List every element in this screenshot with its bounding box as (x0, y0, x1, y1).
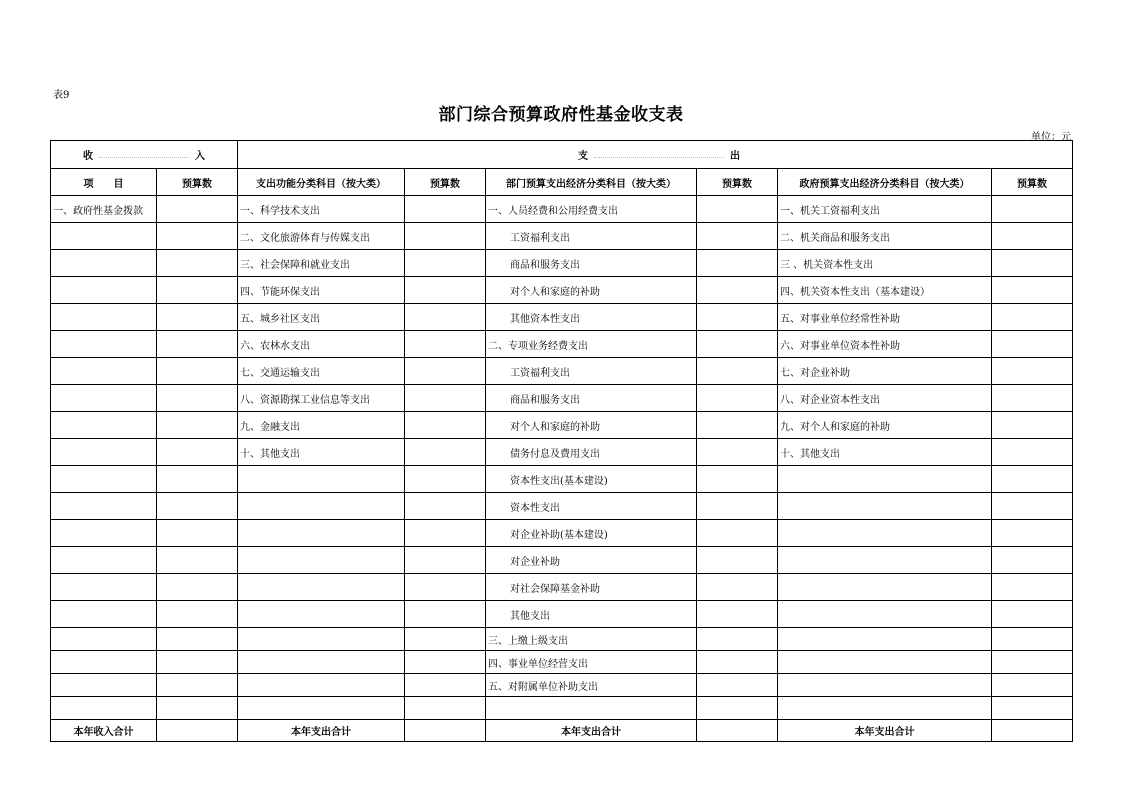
header-row-1 (51, 141, 1073, 169)
func-item: 十、其他支出 (238, 439, 405, 466)
budget-cell (405, 720, 486, 742)
gov-econ-item: 五、对事业单位经常性补助 (778, 304, 992, 331)
table-row (51, 250, 1073, 277)
gov-econ-item: 三 、机关资本性支出 (778, 250, 992, 277)
income-item (51, 628, 157, 651)
income-item (51, 412, 157, 439)
budget-cell (697, 466, 778, 493)
budget-cell (157, 412, 238, 439)
budget-cell (697, 628, 778, 651)
income-item (51, 385, 157, 412)
budget-cell (697, 277, 778, 304)
func-item (238, 574, 405, 601)
gov-econ-item: 二、机关商品和服务支出 (778, 223, 992, 250)
budget-cell (405, 385, 486, 412)
dept-econ-item: 对个人和家庭的补助 (486, 412, 697, 439)
budget-cell (992, 412, 1073, 439)
func-item: 二、文化旅游体育与传媒支出 (238, 223, 405, 250)
dept-econ-item: 资本性支出(基本建设) (486, 466, 697, 493)
income-item (51, 304, 157, 331)
budget-cell (992, 697, 1073, 720)
income-item (51, 493, 157, 520)
gov-econ-item: 四、机关资本性支出（基本建设） (778, 277, 992, 304)
budget-cell (992, 277, 1073, 304)
budget-cell (697, 358, 778, 385)
income-item (51, 651, 157, 674)
budget-cell (405, 574, 486, 601)
gov-econ-item: 六、对事业单位资本性补助 (778, 331, 992, 358)
func-item: 八、资源勘探工业信息等支出 (238, 385, 405, 412)
budget-cell (992, 331, 1073, 358)
budget-cell (697, 439, 778, 466)
budget-cell (157, 304, 238, 331)
budget-cell (405, 628, 486, 651)
budget-cell (157, 493, 238, 520)
table-row (51, 674, 1073, 697)
budget-cell (697, 520, 778, 547)
gov-econ-item: 八、对企业资本性支出 (778, 385, 992, 412)
gov-econ-item: 一、机关工资福利支出 (778, 196, 992, 223)
budget-cell (992, 574, 1073, 601)
budget-cell (992, 250, 1073, 277)
budget-cell (157, 439, 238, 466)
budget-cell (992, 466, 1073, 493)
budget-cell (992, 720, 1073, 742)
budget-cell (405, 651, 486, 674)
page-title: 部门综合预算政府性基金收支表 (438, 105, 684, 125)
gov-econ-item: 九、对个人和家庭的补助 (778, 412, 992, 439)
budget-cell (992, 601, 1073, 628)
budget-cell (697, 674, 778, 697)
gov-econ-item (778, 697, 992, 720)
income-item (51, 223, 157, 250)
budget-cell (992, 674, 1073, 697)
budget-cell (157, 574, 238, 601)
budget-cell (405, 493, 486, 520)
income-item (51, 250, 157, 277)
income-item (51, 520, 157, 547)
func-item (238, 466, 405, 493)
budget-cell (405, 304, 486, 331)
dept-econ-item: 其他支出 (486, 601, 697, 628)
gov-econ-item (778, 574, 992, 601)
table-row (51, 697, 1073, 720)
gov-econ-item (778, 601, 992, 628)
table-row (51, 574, 1073, 601)
budget-cell (697, 720, 778, 742)
budget-cell (697, 250, 778, 277)
dept-econ-item: 工资福利支出 (486, 223, 697, 250)
dept-total-label: 本年支出合计 (486, 720, 697, 742)
dept-econ-item: 其他资本性支出 (486, 304, 697, 331)
gov-econ-item (778, 674, 992, 697)
col-header-budget: 预算数 (157, 169, 238, 196)
func-item (238, 601, 405, 628)
budget-cell (157, 196, 238, 223)
table-row (51, 601, 1073, 628)
income-item (51, 358, 157, 385)
header-row-2 (51, 169, 1073, 196)
expense-header: 支 出 (238, 141, 1073, 169)
table-row (51, 223, 1073, 250)
table-row (51, 493, 1073, 520)
budget-cell (405, 547, 486, 574)
col-header-budget: 预算数 (697, 169, 778, 196)
func-item (238, 493, 405, 520)
budget-cell (157, 466, 238, 493)
table-row (51, 385, 1073, 412)
budget-cell (992, 547, 1073, 574)
dept-econ-item: 商品和服务支出 (486, 250, 697, 277)
table-row (51, 358, 1073, 385)
gov-econ-item (778, 651, 992, 674)
gov-econ-item (778, 628, 992, 651)
budget-cell (157, 358, 238, 385)
func-item (238, 651, 405, 674)
income-item: 一、政府性基金拨款 (51, 196, 157, 223)
dept-econ-item: 工资福利支出 (486, 358, 697, 385)
budget-cell (157, 250, 238, 277)
dept-econ-item: 对社会保障基金补助 (486, 574, 697, 601)
budget-cell (157, 674, 238, 697)
budget-cell (405, 196, 486, 223)
budget-cell (157, 651, 238, 674)
budget-cell (405, 466, 486, 493)
income-item (51, 439, 157, 466)
table-row (51, 331, 1073, 358)
func-item: 三、社会保障和就业支出 (238, 250, 405, 277)
gov-econ-item (778, 520, 992, 547)
func-item (238, 628, 405, 651)
budget-cell (697, 651, 778, 674)
gov-econ-item: 十、其他支出 (778, 439, 992, 466)
income-item (51, 547, 157, 574)
func-item (238, 697, 405, 720)
budget-table (50, 140, 1073, 742)
budget-cell (697, 547, 778, 574)
budget-cell (157, 720, 238, 742)
col-header-dept-econ: 部门预算支出经济分类科目（按大类） (486, 169, 697, 196)
col-header-func: 支出功能分类科目（按大类） (238, 169, 405, 196)
budget-cell (697, 697, 778, 720)
table-row (51, 651, 1073, 674)
budget-cell (405, 674, 486, 697)
budget-cell (697, 412, 778, 439)
table-row (51, 304, 1073, 331)
income-item (51, 674, 157, 697)
budget-cell (697, 196, 778, 223)
budget-cell (697, 574, 778, 601)
dept-econ-item: 债务付息及费用支出 (486, 439, 697, 466)
dept-econ-item: 资本性支出 (486, 493, 697, 520)
budget-cell (157, 520, 238, 547)
func-item: 七、交通运输支出 (238, 358, 405, 385)
table-row (51, 439, 1073, 466)
table-row (51, 547, 1073, 574)
budget-cell (157, 223, 238, 250)
func-item (238, 547, 405, 574)
func-item: 一、科学技术支出 (238, 196, 405, 223)
budget-cell (992, 493, 1073, 520)
dept-econ-item (486, 697, 697, 720)
table-number: 表9 (53, 90, 70, 101)
income-header: 收 入 (51, 141, 238, 169)
gov-econ-item (778, 547, 992, 574)
dept-econ-item: 一、人员经费和公用经费支出 (486, 196, 697, 223)
dept-econ-item: 商品和服务支出 (486, 385, 697, 412)
dept-econ-item: 五、对附属单位补助支出 (486, 674, 697, 697)
income-item (51, 574, 157, 601)
budget-cell (405, 520, 486, 547)
budget-cell (405, 250, 486, 277)
budget-cell (157, 385, 238, 412)
budget-cell (992, 439, 1073, 466)
dept-econ-item: 三、上缴上级支出 (486, 628, 697, 651)
gov-total-label: 本年支出合计 (778, 720, 992, 742)
budget-cell (697, 601, 778, 628)
budget-cell (992, 628, 1073, 651)
dept-econ-item: 对企业补助(基本建设) (486, 520, 697, 547)
budget-cell (992, 223, 1073, 250)
budget-cell (405, 601, 486, 628)
budget-cell (157, 697, 238, 720)
budget-cell (405, 277, 486, 304)
income-total-label: 本年收入合计 (51, 720, 157, 742)
budget-cell (405, 358, 486, 385)
gov-econ-item (778, 493, 992, 520)
table-row (51, 628, 1073, 651)
func-item: 九、金融支出 (238, 412, 405, 439)
income-item (51, 601, 157, 628)
budget-cell (157, 628, 238, 651)
col-header-item: 项 目 (51, 169, 157, 196)
budget-cell (992, 651, 1073, 674)
func-item: 四、节能环保支出 (238, 277, 405, 304)
budget-cell (157, 601, 238, 628)
budget-cell (697, 223, 778, 250)
budget-cell (992, 358, 1073, 385)
budget-cell (992, 196, 1073, 223)
budget-cell (697, 385, 778, 412)
income-item (51, 466, 157, 493)
budget-cell (157, 331, 238, 358)
budget-cell (697, 331, 778, 358)
budget-cell (405, 439, 486, 466)
budget-cell (697, 493, 778, 520)
budget-cell (157, 277, 238, 304)
budget-cell (157, 547, 238, 574)
table-row (51, 466, 1073, 493)
income-item (51, 331, 157, 358)
unit-label: 单位：元 (1031, 132, 1071, 143)
func-item (238, 674, 405, 697)
budget-cell (992, 520, 1073, 547)
table-row (51, 277, 1073, 304)
income-item (51, 697, 157, 720)
table-row (51, 520, 1073, 547)
dept-econ-item: 对企业补助 (486, 547, 697, 574)
dept-econ-item: 对个人和家庭的补助 (486, 277, 697, 304)
totals-row (51, 720, 1073, 742)
col-header-budget: 预算数 (405, 169, 486, 196)
gov-econ-item: 七、对企业补助 (778, 358, 992, 385)
budget-cell (405, 331, 486, 358)
budget-cell (405, 223, 486, 250)
dept-econ-item: 二、专项业务经费支出 (486, 331, 697, 358)
dept-econ-item: 四、事业单位经营支出 (486, 651, 697, 674)
func-total-label: 本年支出合计 (238, 720, 405, 742)
func-item: 五、城乡社区支出 (238, 304, 405, 331)
budget-cell (405, 697, 486, 720)
budget-cell (405, 412, 486, 439)
func-item: 六、农林水支出 (238, 331, 405, 358)
table-row (51, 412, 1073, 439)
budget-cell (697, 304, 778, 331)
budget-cell (992, 304, 1073, 331)
col-header-gov-econ: 政府预算支出经济分类科目（按大类） (778, 169, 992, 196)
gov-econ-item (778, 466, 992, 493)
table-row (51, 196, 1073, 223)
col-header-budget: 预算数 (992, 169, 1073, 196)
budget-cell (992, 385, 1073, 412)
income-item (51, 277, 157, 304)
func-item (238, 520, 405, 547)
